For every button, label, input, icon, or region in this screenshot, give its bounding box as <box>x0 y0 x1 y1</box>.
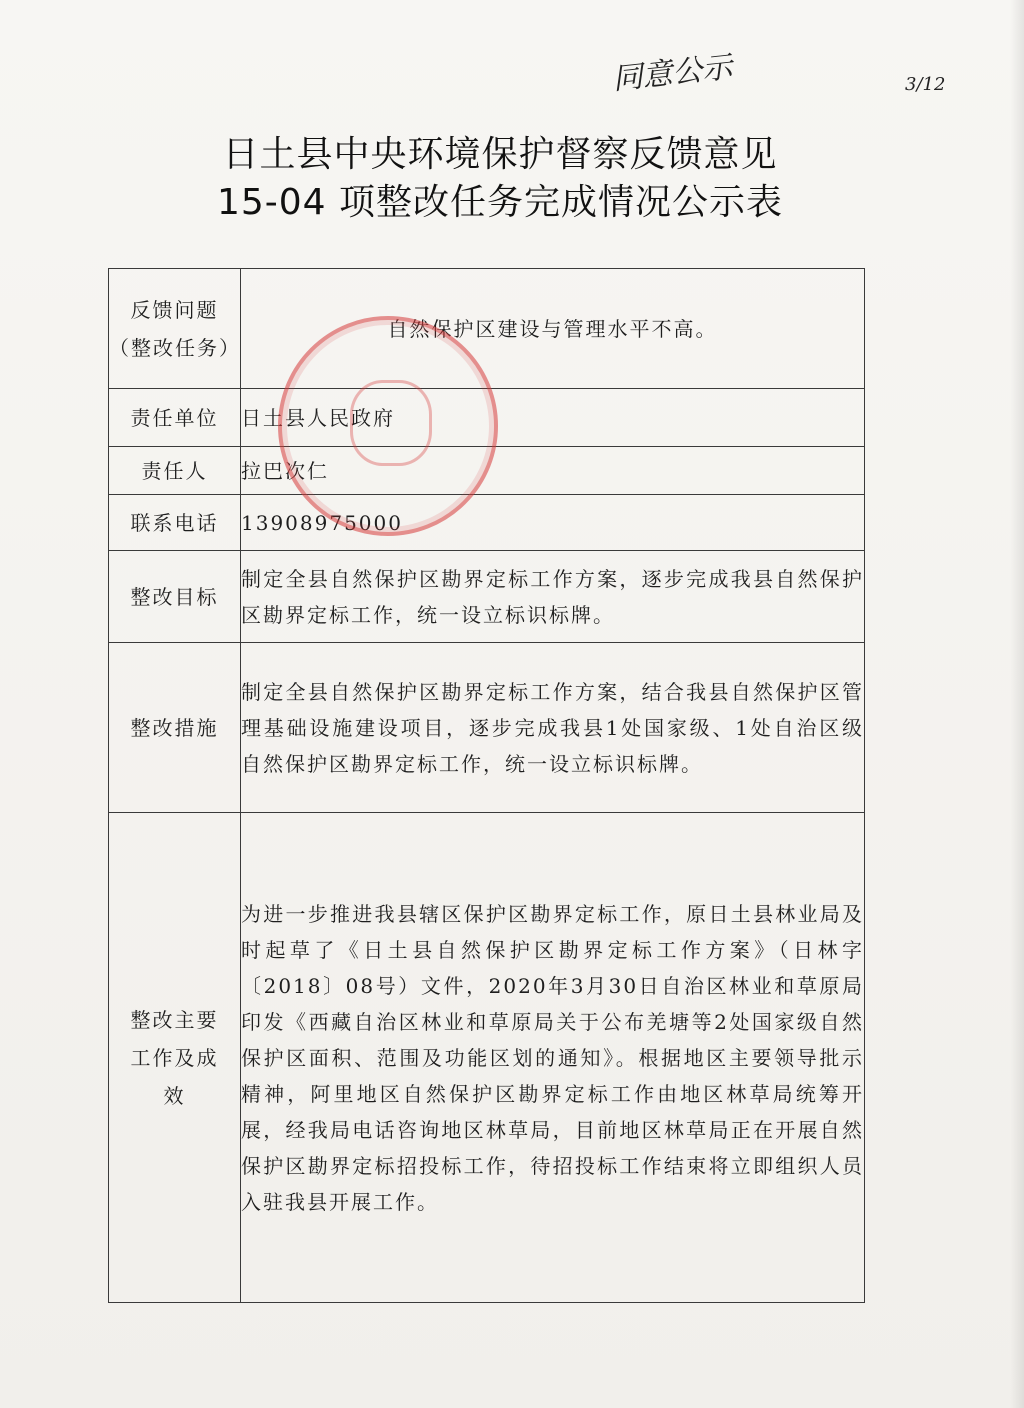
table-row <box>109 269 865 389</box>
label-line: 工作及成 <box>130 1045 219 1070</box>
row-label-feedback-issue <box>109 269 241 389</box>
label-line: 整改主要 <box>130 1007 219 1032</box>
row-value-rectification-goal: 制定全县自然保护区勘界定标工作方案，逐步完成我县自然保护区勘界定标工作，统一设立标识标牌。 <box>241 551 865 643</box>
row-value-main-work-and-results: 为进一步推进我县辖区保护区勘界定标工作，原日土县林业局及时起草了《日土县自然保护区勘界定标工作方案》（日林字〔2018〕08号）文件，2020年3月30日自治区林业和草原局印发《西藏自治区林业和草原局关于公布羌塘等2处国家级自然保护区面积、范围及功能区划的通知》。根据地区主要领导批示精神，阿里地区自然保护区勘界定标工作由地区林草局统筹开展，经我局电话咨询地区林草局，目前地区林草局正在开展自然保护区勘界定标招投标工作，待招投标工作结束将立即组织人员入驻我县开展工作。 <box>241 813 865 1303</box>
row-value-contact-phone: 13908975000 <box>241 495 865 551</box>
scan-edge-shadow <box>1010 0 1024 1408</box>
row-value-responsible-person: 拉巴次仁 <box>241 447 865 495</box>
row-label-main-work-and-results <box>109 813 241 1303</box>
label-line: （整改任务） <box>109 335 241 360</box>
table-row <box>109 813 865 1303</box>
row-value-responsible-unit: 日土县人民政府 <box>241 389 865 447</box>
row-label-rectification-measures: 整改措施 <box>109 643 241 813</box>
label-line: 反馈问题 <box>130 297 219 322</box>
row-value-rectification-measures: 制定全县自然保护区勘界定标工作方案，结合我县自然保护区管理基础设施建设项目，逐步完成我县1处国家级、1处自治区级自然保护区勘界定标工作，统一设立标识标牌。 <box>241 643 865 813</box>
document-title-line2: 15-04 项整改任务完成情况公示表 <box>216 182 784 223</box>
table-row <box>109 447 865 495</box>
disclosure-form-table <box>108 268 865 1303</box>
table-row <box>109 551 865 643</box>
label-line: 效 <box>163 1083 186 1108</box>
row-label-responsible-unit: 责任单位 <box>109 389 241 447</box>
row-label-contact-phone: 联系电话 <box>109 495 241 551</box>
handwritten-signature-date: 3/12 <box>905 74 946 95</box>
table-row <box>109 643 865 813</box>
document-title-line1: 日土县中央环境保护督察反馈意见 <box>222 134 778 175</box>
row-label-rectification-goal: 整改目标 <box>109 551 241 643</box>
handwritten-approval-note: 同意公示 <box>610 49 734 98</box>
row-label-responsible-person: 责任人 <box>109 447 241 495</box>
row-value-feedback-issue: 自然保护区建设与管理水平不高。 <box>241 269 865 389</box>
table-row <box>109 389 865 447</box>
table-row <box>109 495 865 551</box>
